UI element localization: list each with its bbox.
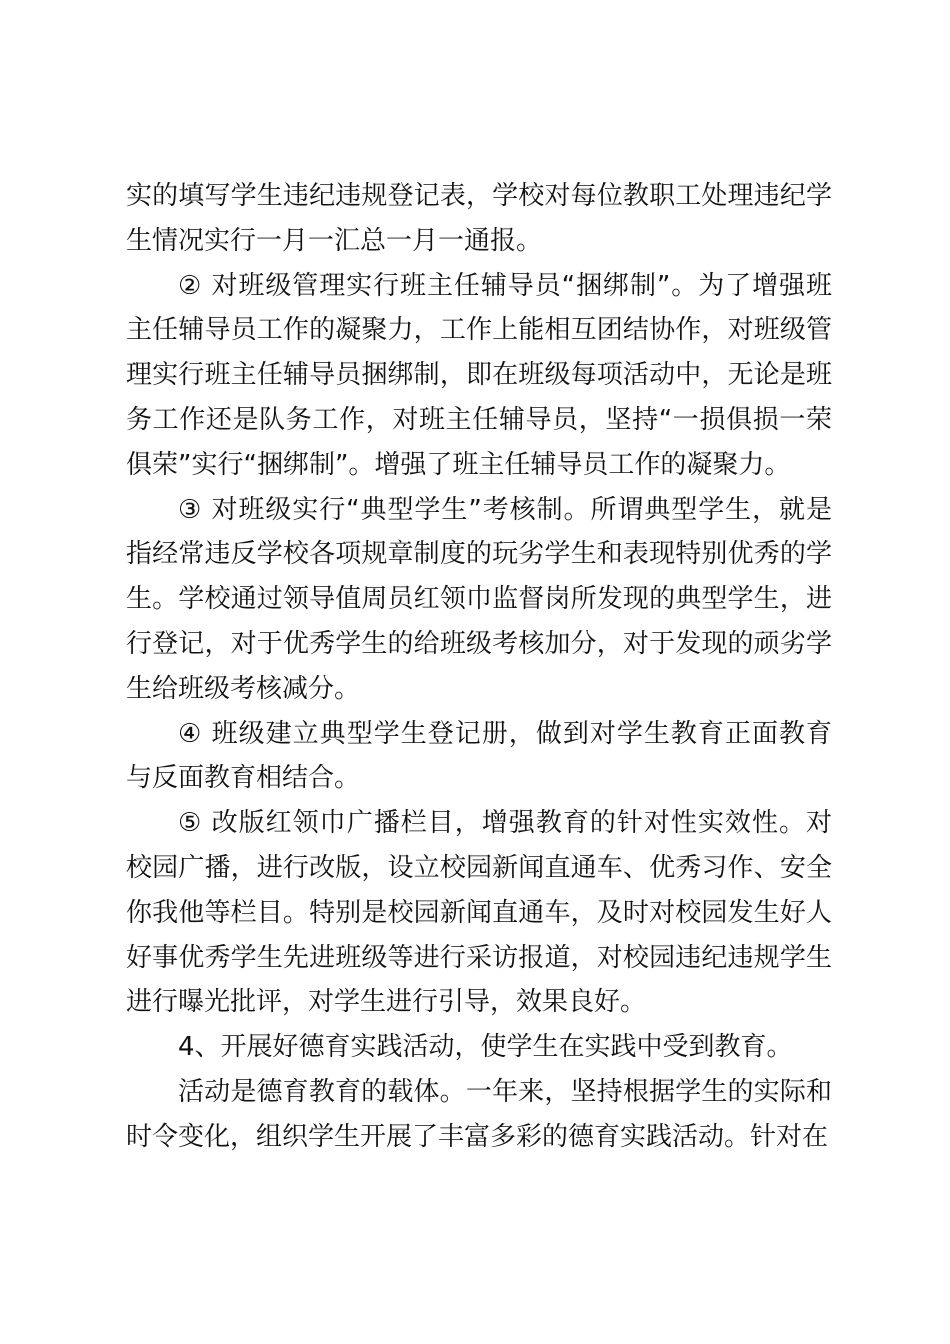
paragraph-binding-system: ② 对班级管理实行班主任辅导员“捆绑制”。为了增强班主任辅导员工作的凝聚力，工作上能相互团结协作，对班级管理实行班主任辅导员捆绑制，即在班级每项活动中，无论是班务工作还是队务工作，对班主任辅导员，坚持“一损俱损一荣俱荣”实行“捆绑制”。增强了班主任辅导员工作的凝聚力。 (126, 270, 832, 480)
paragraph-radio-program-revision: ⑤ 改版红领巾广播栏目，增强教育的针对性实效性。对校园广播，进行改版，设立校园新闻直通车、优秀习作、安全你我他等栏目。特别是校园新闻直通车，及时对校园发生好人好事优秀学生先进班级等进行采访报道，对校园违纪违规学生进行曝光批评，对学生进行引导，效果良好。 (126, 808, 832, 1018)
document-body (126, 174, 832, 1160)
paragraph-registration-report: 实的填写学生违纪违规登记表，学校对每位教职工处理违纪学生情况实行一月一汇总一月一通报。 (126, 181, 832, 256)
paragraph-section-heading-practice: 4、开展好德育实践活动，使学生在实践中受到教育。 (178, 1032, 793, 1063)
paragraph-typical-student-register: ④ 班级建立典型学生登记册，做到对学生教育正面教育与反面教育相结合。 (126, 718, 832, 794)
paragraph-typical-student-assessment: ③ 对班级实行“典型学生”考核制。所谓典型学生，就是指经常违反学校各项规章制度的玩劣学生和表现特别优秀的学生。学校通过领导值周员红领巾监督岗所发现的典型学生，进行登记，对于优秀学生的给班级考核加分，对于发现的顽劣学生给班级考核减分。 (126, 494, 832, 704)
paragraph-activities-carrier: 活动是德育教育的载体。一年来，坚持根据学生的实际和时令变化，组织学生开展了丰富多彩的德育实践活动。针对在 (126, 1076, 832, 1152)
